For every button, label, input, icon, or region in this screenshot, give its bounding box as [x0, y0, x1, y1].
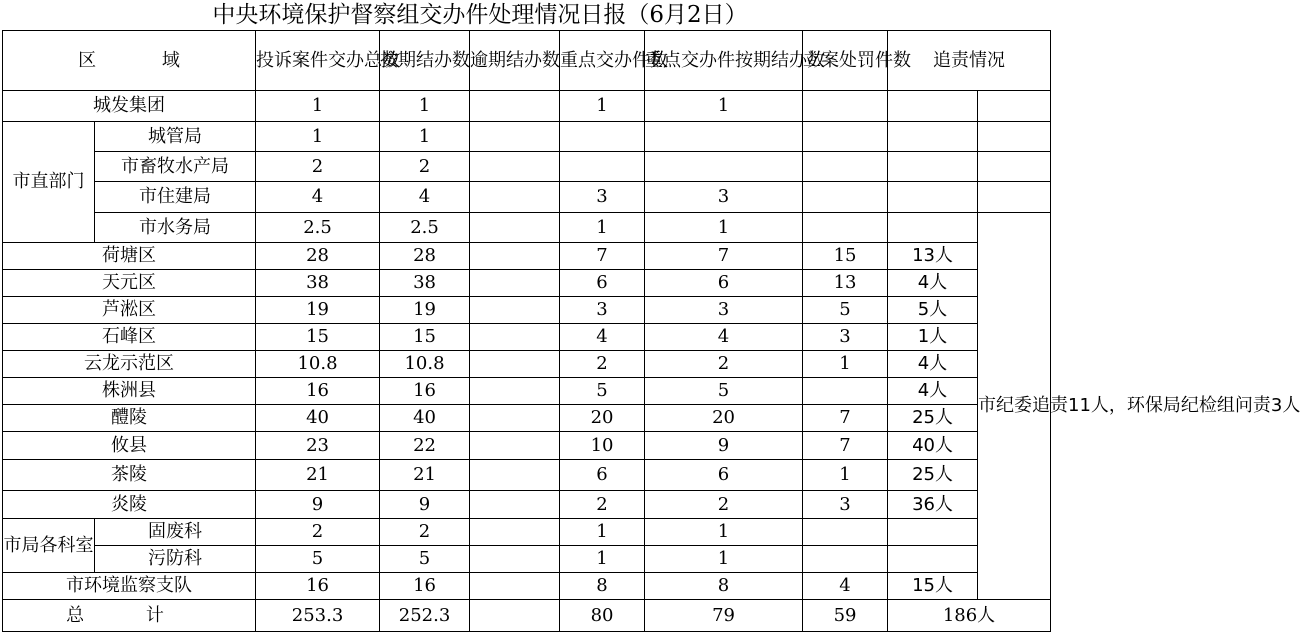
region-name: 石峰区 — [3, 324, 256, 351]
cell-accountability: 4人 — [888, 270, 978, 297]
table-row — [3, 122, 1051, 152]
cell-key: 6 — [560, 460, 645, 491]
cell-accountability: 25人 — [888, 460, 978, 491]
table-row — [3, 460, 1051, 491]
header-on-time: 按期结办数 — [380, 31, 470, 91]
cell-overdue — [470, 297, 560, 324]
cell-key-on-time: 3 — [645, 182, 803, 213]
cell-overdue — [470, 491, 560, 519]
cell-total: 40 — [256, 405, 380, 432]
cell-total: 38 — [256, 270, 380, 297]
cell-key-on-time: 6 — [645, 270, 803, 297]
cell-key-on-time: 1 — [645, 546, 803, 573]
cell-key — [560, 122, 645, 152]
cell-key-on-time: 1 — [645, 213, 803, 243]
region-name: 固废科 — [95, 519, 256, 546]
cell-note — [978, 152, 1051, 182]
cell-accountability: 40人 — [888, 432, 978, 460]
cell-key: 2 — [560, 491, 645, 519]
cell-penalty: 5 — [803, 297, 888, 324]
table-row — [3, 519, 1051, 546]
header-penalties: 立案处罚件数 — [803, 31, 888, 91]
table-row — [3, 405, 1051, 432]
cell-accountability — [888, 213, 978, 243]
cell-key-on-time: 4 — [645, 324, 803, 351]
cell-on-time: 38 — [380, 270, 470, 297]
table-row — [3, 351, 1051, 378]
cell-accountability — [888, 546, 978, 573]
cell-penalty — [803, 152, 888, 182]
cell-total: 1 — [256, 91, 380, 122]
cell-total: 5 — [256, 546, 380, 573]
totals-label: 总 计 — [3, 600, 256, 632]
cell-key: 7 — [560, 243, 645, 270]
cell-total: 16 — [256, 573, 380, 600]
header-key-cases: 重点交办件数 — [560, 31, 645, 91]
cell-accountability: 4人 — [888, 378, 978, 405]
total-key-on-time: 79 — [645, 600, 803, 632]
cell-on-time: 1 — [380, 91, 470, 122]
table-row — [3, 573, 1051, 600]
cell-key: 1 — [560, 213, 645, 243]
cell-key: 6 — [560, 270, 645, 297]
cell-on-time: 5 — [380, 546, 470, 573]
cell-key-on-time: 5 — [645, 378, 803, 405]
cell-total: 23 — [256, 432, 380, 460]
cell-total: 28 — [256, 243, 380, 270]
cell-penalty: 1 — [803, 460, 888, 491]
cell-key-on-time — [645, 152, 803, 182]
cell-on-time: 28 — [380, 243, 470, 270]
cell-note — [978, 91, 1051, 122]
cell-overdue — [470, 573, 560, 600]
cell-key-on-time: 6 — [645, 460, 803, 491]
cell-total: 21 — [256, 460, 380, 491]
cell-total: 2 — [256, 519, 380, 546]
header-row — [3, 31, 1051, 91]
cell-penalty: 13 — [803, 270, 888, 297]
region-name: 市水务局 — [95, 213, 256, 243]
cell-overdue — [470, 182, 560, 213]
total-on-time: 252.3 — [380, 600, 470, 632]
cell-on-time: 40 — [380, 405, 470, 432]
region-name: 污防科 — [95, 546, 256, 573]
cell-total: 2 — [256, 152, 380, 182]
region-name: 芦淞区 — [3, 297, 256, 324]
cell-accountability: 1人 — [888, 324, 978, 351]
cell-on-time: 22 — [380, 432, 470, 460]
header-total-complaints: 投诉案件交办总数 — [256, 31, 380, 91]
table-row — [3, 270, 1051, 297]
cell-key: 20 — [560, 405, 645, 432]
cell-key-on-time: 1 — [645, 519, 803, 546]
cell-key-on-time: 7 — [645, 243, 803, 270]
table-row — [3, 546, 1051, 573]
region-name: 市环境监察支队 — [3, 573, 256, 600]
cell-penalty — [803, 546, 888, 573]
cell-note — [978, 122, 1051, 152]
cell-key: 8 — [560, 573, 645, 600]
table-row — [3, 378, 1051, 405]
region-name: 天元区 — [3, 270, 256, 297]
region-name: 城管局 — [95, 122, 256, 152]
cell-penalty: 4 — [803, 573, 888, 600]
cell-key-on-time: 9 — [645, 432, 803, 460]
cell-key-on-time: 2 — [645, 491, 803, 519]
cell-accountability: 15人 — [888, 573, 978, 600]
region-name: 株洲县 — [3, 378, 256, 405]
cell-accountability — [888, 152, 978, 182]
total-accountability: 186人 — [888, 600, 1051, 632]
cell-penalty — [803, 213, 888, 243]
cell-accountability: 5人 — [888, 297, 978, 324]
cell-penalty: 3 — [803, 324, 888, 351]
region-name: 市畜牧水产局 — [95, 152, 256, 182]
total-penalty: 59 — [803, 600, 888, 632]
cell-overdue — [470, 546, 560, 573]
cell-penalty: 3 — [803, 491, 888, 519]
cell-accountability — [888, 122, 978, 152]
region-name: 醴陵 — [3, 405, 256, 432]
cell-penalty: 7 — [803, 432, 888, 460]
cell-accountability: 4人 — [888, 351, 978, 378]
header-overdue: 逾期结办数 — [470, 31, 560, 91]
table-row — [3, 432, 1051, 460]
cell-key: 5 — [560, 378, 645, 405]
cell-overdue — [470, 351, 560, 378]
region-name: 市住建局 — [95, 182, 256, 213]
region-name: 攸县 — [3, 432, 256, 460]
header-region: 区 域 — [3, 31, 256, 91]
cell-key: 1 — [560, 519, 645, 546]
cell-key-on-time — [645, 122, 803, 152]
cell-key: 1 — [560, 546, 645, 573]
table-row — [3, 91, 1051, 122]
cell-on-time: 2.5 — [380, 213, 470, 243]
cell-overdue — [470, 432, 560, 460]
cell-overdue — [470, 270, 560, 297]
cell-penalty: 7 — [803, 405, 888, 432]
table-row — [3, 324, 1051, 351]
cell-total: 1 — [256, 122, 380, 152]
region-name: 茶陵 — [3, 460, 256, 491]
total-overdue — [470, 600, 560, 632]
cell-accountability — [888, 91, 978, 122]
report-table — [2, 30, 1300, 632]
group-city-departments: 市直部门 — [3, 122, 95, 243]
cell-accountability: 13人 — [888, 243, 978, 270]
cell-accountability: 36人 — [888, 491, 978, 519]
cell-on-time: 2 — [380, 152, 470, 182]
cell-note — [978, 182, 1051, 213]
cell-key: 3 — [560, 297, 645, 324]
cell-on-time: 4 — [380, 182, 470, 213]
cell-key: 10 — [560, 432, 645, 460]
cell-key: 1 — [560, 91, 645, 122]
region-name: 炎陵 — [3, 491, 256, 519]
cell-key: 3 — [560, 182, 645, 213]
cell-penalty — [803, 122, 888, 152]
cell-total: 9 — [256, 491, 380, 519]
cell-on-time: 16 — [380, 378, 470, 405]
cell-total: 19 — [256, 297, 380, 324]
cell-key: 4 — [560, 324, 645, 351]
cell-total: 4 — [256, 182, 380, 213]
region-name: 城发集团 — [3, 91, 256, 122]
cell-on-time: 10.8 — [380, 351, 470, 378]
cell-penalty: 1 — [803, 351, 888, 378]
cell-on-time: 9 — [380, 491, 470, 519]
cell-overdue — [470, 213, 560, 243]
cell-total: 16 — [256, 378, 380, 405]
totals-row — [3, 600, 1051, 632]
cell-overdue — [470, 324, 560, 351]
total-key: 80 — [560, 600, 645, 632]
cell-key-on-time: 1 — [645, 91, 803, 122]
header-accountability: 追责情况 — [888, 31, 1051, 91]
cell-key-on-time: 20 — [645, 405, 803, 432]
cell-key-on-time: 2 — [645, 351, 803, 378]
cell-key: 2 — [560, 351, 645, 378]
table-row — [3, 297, 1051, 324]
group-bureau-sections: 市局各科室 — [3, 519, 95, 573]
cell-key-on-time: 8 — [645, 573, 803, 600]
cell-overdue — [470, 378, 560, 405]
cell-accountability — [888, 519, 978, 546]
cell-overdue — [470, 152, 560, 182]
total-complaints: 253.3 — [256, 600, 380, 632]
table-row — [3, 491, 1051, 519]
region-name: 云龙示范区 — [3, 351, 256, 378]
cell-overdue — [470, 405, 560, 432]
cell-key-on-time: 3 — [645, 297, 803, 324]
cell-overdue — [470, 519, 560, 546]
cell-penalty — [803, 519, 888, 546]
cell-total: 10.8 — [256, 351, 380, 378]
cell-overdue — [470, 243, 560, 270]
cell-key — [560, 152, 645, 182]
cell-on-time: 15 — [380, 324, 470, 351]
cell-penalty — [803, 182, 888, 213]
report-title: 中央环境保护督察组交办件处理情况日报（6月2日） — [212, 2, 748, 28]
cell-on-time: 2 — [380, 519, 470, 546]
cell-penalty — [803, 378, 888, 405]
accountability-note: 市纪委追责11人，环保局纪检组问责3人 — [978, 213, 1051, 600]
table-row — [3, 243, 1051, 270]
cell-overdue — [470, 122, 560, 152]
header-key-on-time: 重点交办件按期结办数 — [645, 31, 803, 91]
table-row — [3, 213, 1051, 243]
cell-on-time: 19 — [380, 297, 470, 324]
cell-total: 2.5 — [256, 213, 380, 243]
cell-on-time: 16 — [380, 573, 470, 600]
cell-total: 15 — [256, 324, 380, 351]
cell-penalty: 15 — [803, 243, 888, 270]
cell-on-time: 1 — [380, 122, 470, 152]
cell-accountability: 25人 — [888, 405, 978, 432]
cell-penalty — [803, 91, 888, 122]
cell-overdue — [470, 460, 560, 491]
table-row — [3, 152, 1051, 182]
region-name: 荷塘区 — [3, 243, 256, 270]
cell-overdue — [470, 91, 560, 122]
cell-accountability — [888, 182, 978, 213]
cell-on-time: 21 — [380, 460, 470, 491]
table-row — [3, 182, 1051, 213]
